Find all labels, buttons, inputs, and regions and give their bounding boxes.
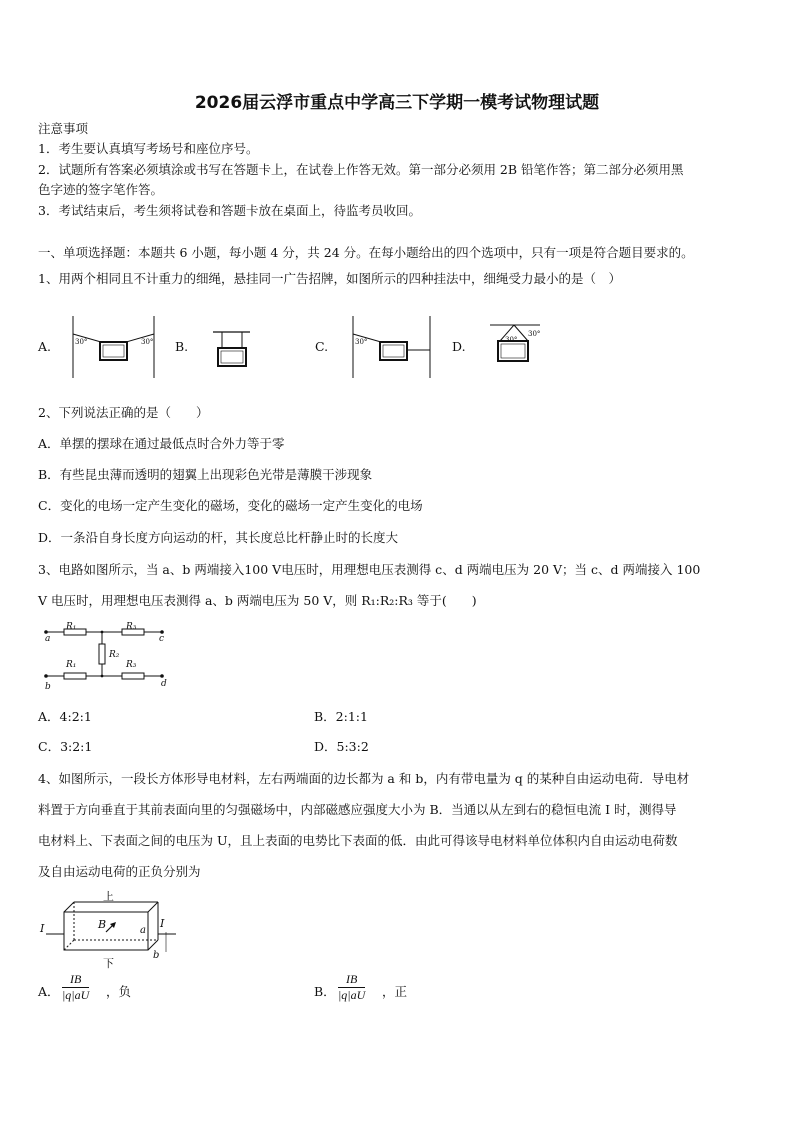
resistor-r1: R₁ (66, 660, 77, 670)
q3-option-d: D．5:3:2 (314, 739, 369, 754)
field-label-b: B (98, 918, 107, 931)
notice-item: 1．考生要认真填写考场号和座位序号。 (38, 141, 259, 156)
q2-stem: 2、下列说法正确的是（ ） (38, 405, 209, 420)
current-label-right: I (160, 917, 165, 930)
q4-option-a-sign: ，负 (106, 984, 132, 999)
q2-option-b: B．有些昆虫薄而透明的翅翼上出现彩色光带是薄膜干涉现象 (38, 467, 373, 482)
current-label-left: I (40, 922, 45, 935)
q4-line: 电材料上、下表面之间的电压为 U，且上表面的电势比下表面的低．由此可得该导电材料单位体积内自由运动电荷数 (38, 833, 678, 848)
notice-item: 色字迹的签字笔作答。 (38, 182, 164, 197)
q4-line: 及自由运动电荷的正负分别为 (38, 864, 201, 879)
terminal-d: d (161, 679, 167, 689)
angle-label: 30° (141, 338, 154, 346)
resistor-r3: R₃ (126, 660, 137, 670)
q4-option-b-sign: ，正 (382, 984, 408, 999)
q3-option-a: A．4:2:1 (38, 709, 92, 724)
resistor-r1: R₁ (66, 622, 77, 632)
terminal-c: c (159, 634, 165, 644)
q4-option-a-fraction (62, 972, 89, 1003)
terminal-a: a (45, 634, 51, 644)
resistor-r3: R₃ (126, 622, 137, 632)
fraction-numerator: IB (62, 972, 89, 988)
notice-item: 3．考试结束后，考生须将试卷和答题卡放在桌面上，待监考员收回。 (38, 203, 421, 218)
q1-option-a: A. (38, 339, 52, 354)
q4-line: 4、如图所示，一段长方体形导电材料，左右两端面的边长都为 a 和 b，内有带电量为 q 的某种自由运动电荷．导电材 (38, 771, 690, 786)
q3-option-b: B．2:1:1 (314, 709, 368, 724)
q2-option-d: D．一条沿自身长度方向运动的杆，其长度总比杆静止时的长度大 (38, 530, 399, 545)
fraction-denominator: |q|aU (62, 988, 90, 1002)
q4-line: 料置于方向垂直于其前表面向里的匀强磁场中，内部磁感应强度大小为 B．当通以从左到右的稳恒电流 I 时，测得导 (38, 802, 677, 817)
q3-line2: V 电压时，用理想电压表测得 a、b 两端电压为 50 V，则 R₁:R₂:R₃ 等于( ) (38, 593, 477, 608)
q3-line1: 3、电路如图所示，当 a、b 两端接入100 V电压时，用理想电压表测得 c、d 两端电压为 20 V；当 c、d 两端接入 100 (38, 562, 701, 577)
angle-label: 30° (355, 338, 368, 346)
q1-stem: 1、用两个相同且不计重力的细绳，悬挂同一广告招牌，如图所示的四种挂法中，细绳受力最小的是（ ） (38, 271, 621, 286)
fraction-denominator: |q|aU (338, 988, 366, 1002)
notice-item: 2．试题所有答案必须填涂或书写在答题卡上，在试卷上作答无效。第一部分必须用 2B 铅笔作答；第二部分必须用黑 (38, 162, 684, 177)
q4-option-b-label: B． (314, 984, 336, 999)
q4-option-b-fraction (338, 972, 365, 1003)
page-title: 2026届云浮市重点中学高三下学期一模考试物理试题 (194, 93, 600, 113)
angle-label: 30° (528, 330, 541, 338)
q4-option-a-label: A． (38, 984, 60, 999)
notice-heading: 注意事项 (38, 121, 89, 136)
q1-option-d: D. (452, 339, 466, 354)
q2-option-c: C．变化的电场一定产生变化的磁场，变化的磁场一定产生变化的电场 (38, 498, 423, 513)
q1-figure-c (350, 314, 434, 380)
angle-label: 30° (75, 338, 88, 346)
fraction-numerator: IB (338, 972, 365, 988)
q1-option-c: C. (315, 339, 329, 354)
resistor-r2: R₂ (109, 650, 120, 660)
label-bottom: 下 (103, 957, 114, 970)
q1-figure-b (210, 330, 256, 372)
section-heading: 一、单项选择题：本题共 6 小题，每小题 4 分，共 24 分。在每小题给出的四个选项中，只有一项是符合题目要求的。 (38, 245, 694, 260)
side-label-b: b (153, 950, 160, 961)
side-label-a: a (140, 925, 146, 936)
terminal-b: b (45, 682, 51, 692)
angle-label: 30° (505, 336, 518, 344)
label-top: 上 (103, 890, 114, 903)
q2-option-a: A．单摆的摆球在通过最低点时合外力等于零 (38, 436, 285, 451)
q1-figure-a (70, 314, 160, 380)
q3-option-c: C．3:2:1 (38, 739, 93, 754)
q1-option-b: B. (175, 339, 189, 354)
